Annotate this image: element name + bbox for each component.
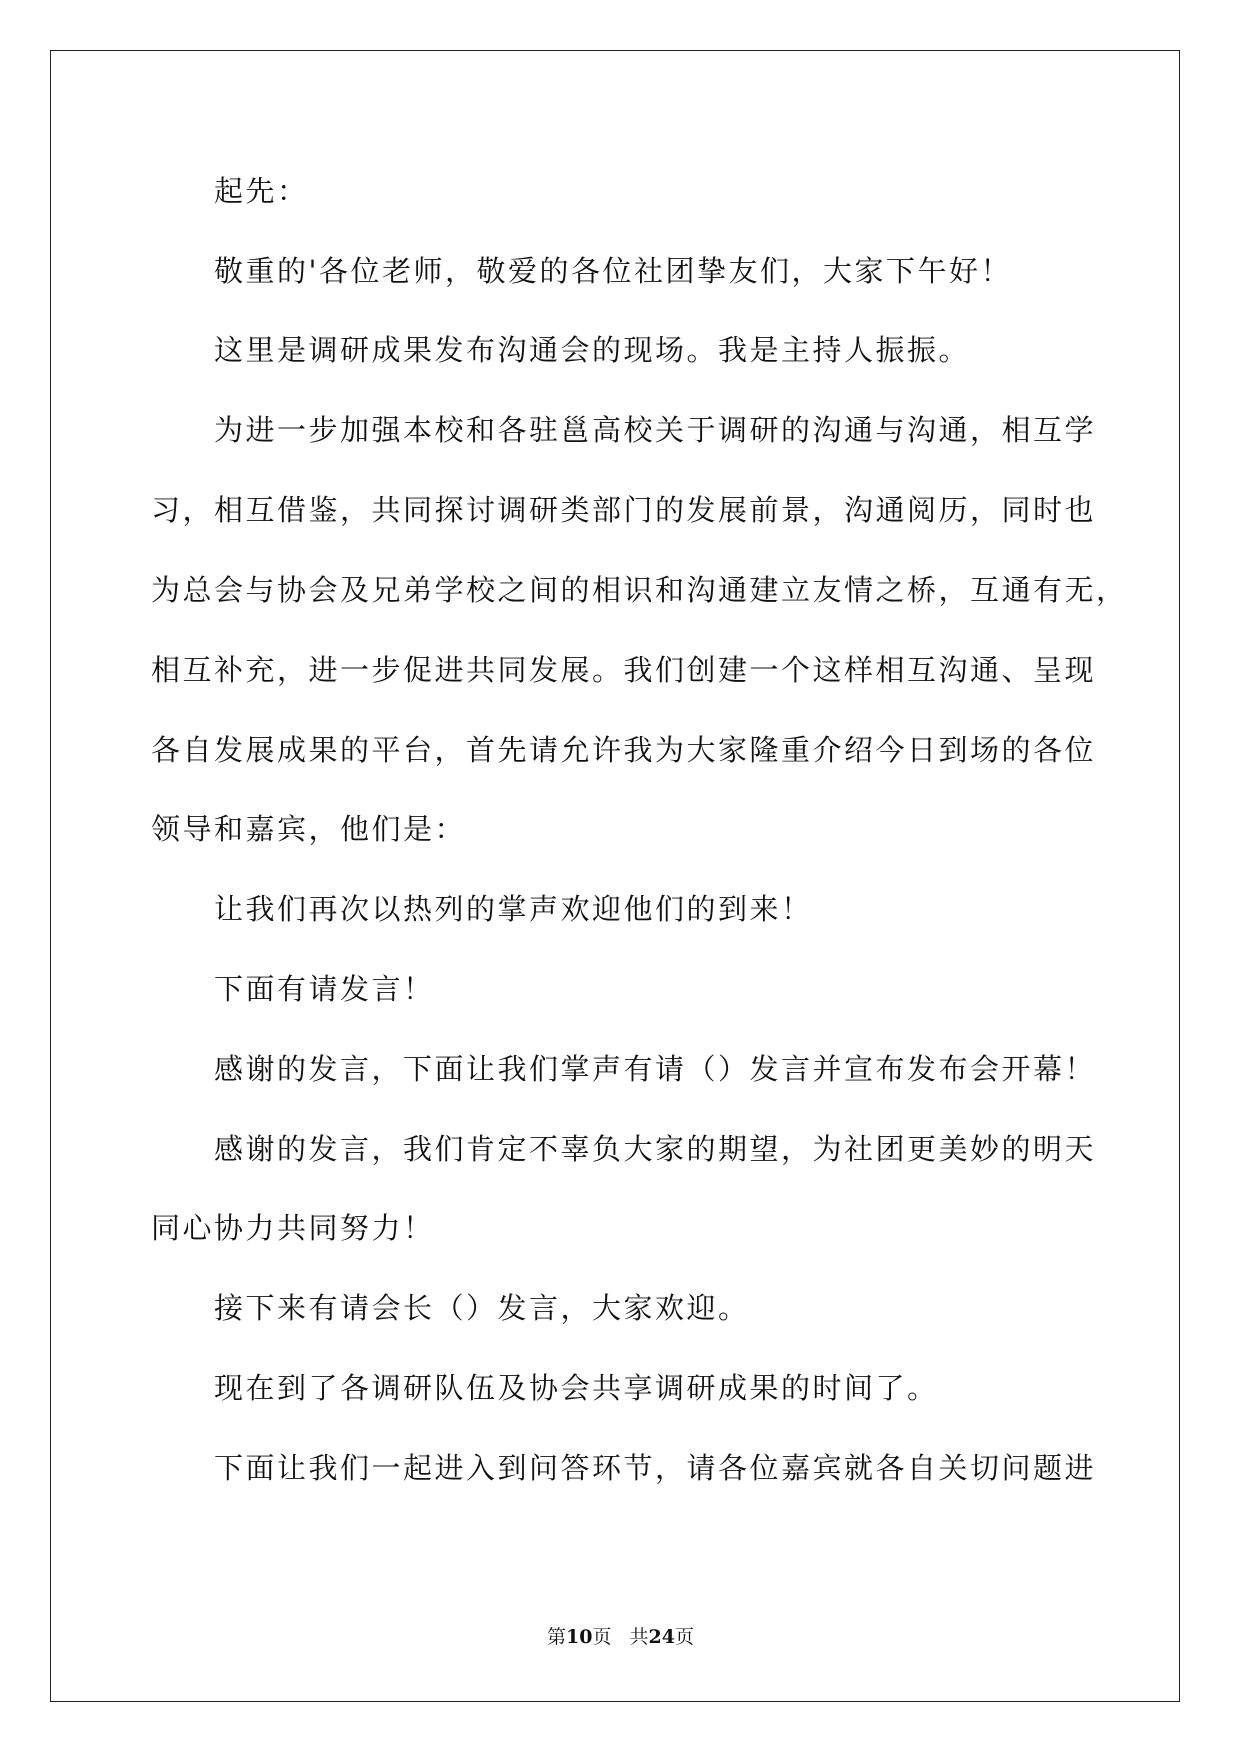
paragraph-line: 感谢的发言，下面让我们掌声有请（）发言并宣布发布会开幕！ <box>214 1052 1097 1086</box>
paragraph-line: 感谢的发言，我们肯定不辜负大家的期望，为社团更美妙的明天 <box>214 1132 1097 1166</box>
paragraph-line: 这里是调研成果发布沟通会的现场。我是主持人振振。 <box>214 333 971 367</box>
page-footer <box>0 1625 1241 1649</box>
paragraph-line: 现在到了各调研队伍及协会共享调研成果的时间了。 <box>214 1371 939 1405</box>
page-total: 24 <box>648 1626 675 1648</box>
page-suffix: 页 <box>592 1626 612 1648</box>
paragraph-line: 让我们再次以热列的掌声欢迎他们的到来！ <box>214 892 813 926</box>
page-prefix: 第 <box>547 1626 567 1648</box>
paragraph-line: 同心协力共同努力！ <box>151 1211 435 1245</box>
paragraph-line: 下面有请发言！ <box>214 972 435 1006</box>
paragraph-line: 接下来有请会长（）发言，大家欢迎。 <box>214 1291 750 1325</box>
paragraph-line: 领导和嘉宾，他们是： <box>151 812 467 846</box>
paragraph-line: 相互补充，进一步促进共同发展。我们创建一个这样相互沟通、呈现 <box>151 653 1097 687</box>
page-current: 10 <box>566 1626 593 1648</box>
paragraph-line: 为进一步加强本校和各驻邕高校关于调研的沟通与沟通，相互学 <box>214 413 1097 447</box>
paragraph-line: 各自发展成果的平台，首先请允许我为大家隆重介绍今日到场的各位 <box>151 733 1097 767</box>
paragraph-line: 起先： <box>214 174 309 208</box>
paragraph-line: 习，相互借鉴，共同探讨调研类部门的发展前景，沟通阅历，同时也 <box>151 493 1097 527</box>
total-prefix: 共 <box>629 1626 649 1648</box>
paragraph-line: 为总会与协会及兄弟学校之间的相识和沟通建立友情之桥，互通有无， <box>151 573 1128 607</box>
paragraph-line: 敬重的'各位老师，敬爱的各位社团挚友们，大家下午好！ <box>214 254 1012 288</box>
paragraph-line: 下面让我们一起进入到问答环节，请各位嘉宾就各自关切问题进 <box>214 1451 1097 1485</box>
total-suffix: 页 <box>674 1626 694 1648</box>
